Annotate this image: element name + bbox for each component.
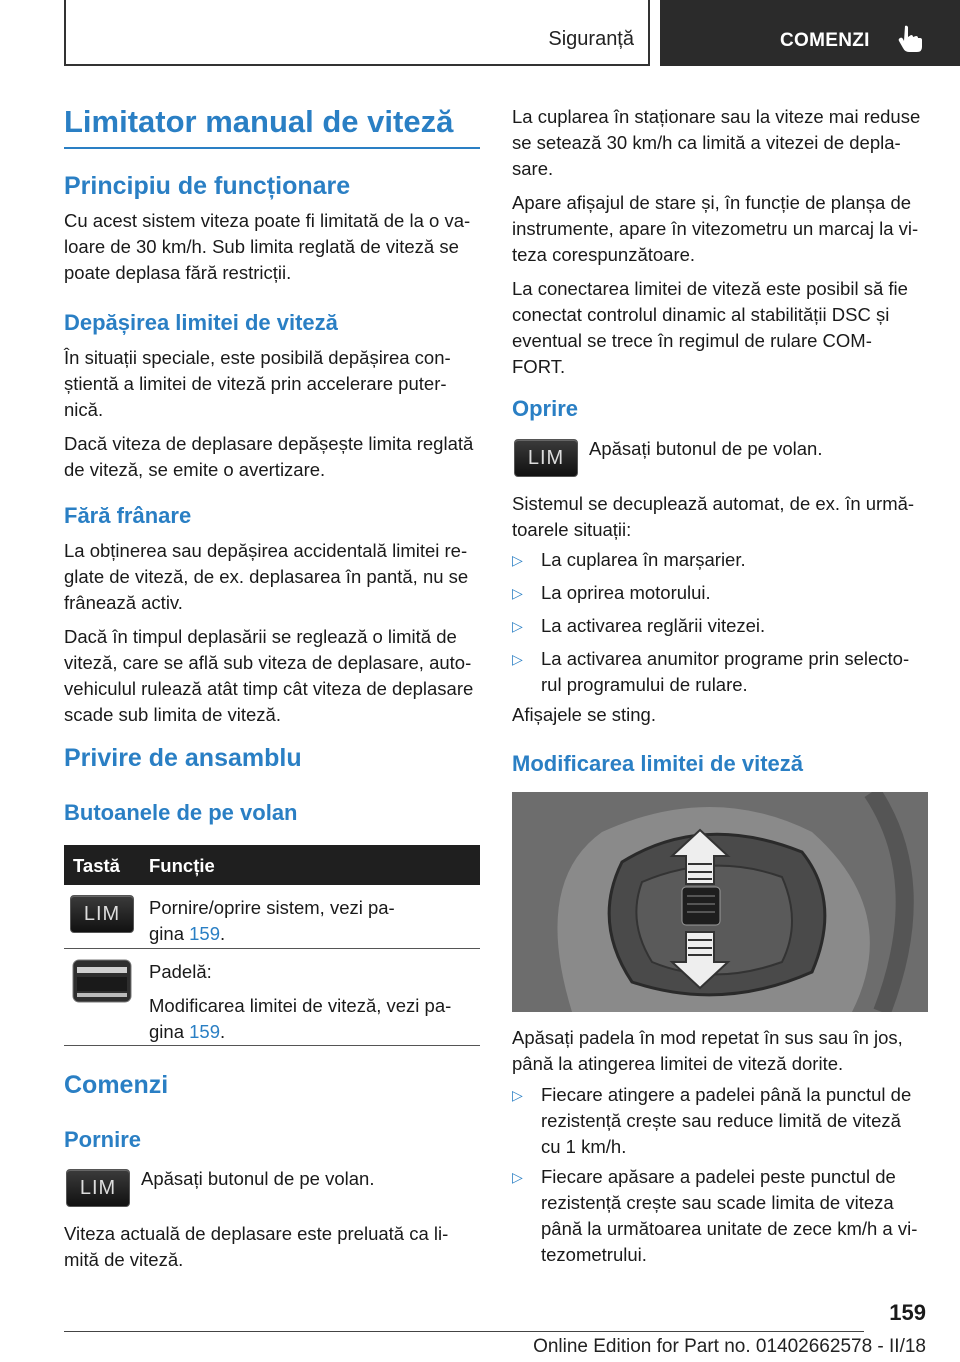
page-link[interactable]: 159 <box>189 1021 220 1042</box>
table-row <box>64 949 480 1046</box>
modify-text <box>512 1025 932 1077</box>
col-func-header: Funcție <box>149 855 215 876</box>
text-line: Apăsați padela în mod repetat în sus sau în jos, <box>512 1027 903 1048</box>
text-line: Apare afișajul de stare și, în funcție de planșa de <box>512 192 912 213</box>
right-intro <box>512 104 932 380</box>
principle-heading: Principiu de funcționare <box>64 172 351 200</box>
text-line: Fiecare atingere a padelei până la punctul de <box>541 1084 912 1105</box>
text-line: conectat controlul dinamic al stabilității DSC și <box>512 304 890 325</box>
list-item <box>512 1164 932 1268</box>
modify-heading: Modificarea limitei de viteză <box>512 751 803 776</box>
triangle-bullet-icon: ▷ <box>512 618 523 634</box>
text-line: cu 1 km/h. <box>541 1136 627 1157</box>
text-line: vehiculul rulează atât timp cât viteza de deplasare <box>64 678 474 699</box>
list-item <box>512 547 932 573</box>
page-number: 159 <box>889 1300 926 1325</box>
text-line: Dacă viteza de deplasare depășește limita reglată <box>64 433 474 454</box>
text-line: Modificarea limitei de viteză, vezi pa- <box>149 995 452 1016</box>
triangle-bullet-icon: ▷ <box>512 1169 523 1185</box>
text-line: rul programului de rulare. <box>541 674 748 695</box>
text-line: loare de 30 km/h. Sub limita reglată de viteză se <box>64 236 459 257</box>
text-line: Sistemul se decuplează automat, de ex. în urmă- <box>512 493 915 514</box>
lim-button-image: LIM <box>70 895 134 933</box>
list-item <box>512 1082 932 1160</box>
overview-heading: Privire de ansamblu <box>64 744 302 772</box>
pointing-hand-icon <box>896 24 922 52</box>
text-line: până la atingerea limitei de viteză dorite. <box>512 1053 844 1074</box>
commands-heading: Comenzi <box>64 1071 169 1099</box>
footer-rule <box>64 1331 864 1332</box>
text-line <box>149 921 479 947</box>
stop-text <box>512 491 932 543</box>
table-row <box>64 885 480 949</box>
exceed-text <box>64 345 484 483</box>
list-item <box>512 646 932 698</box>
lim-button-image: LIM <box>514 439 578 477</box>
text-line: nică. <box>64 399 104 420</box>
text-line: Viteza actuală de deplasare este preluată ca li- <box>64 1223 449 1244</box>
list-item <box>512 613 932 639</box>
tab-siguranta[interactable] <box>64 0 650 66</box>
page-header <box>64 0 960 66</box>
text-line: La cuplarea în staționare sau la viteze mai reduse <box>512 106 921 127</box>
paddle-icon <box>72 959 132 1003</box>
text-span: gina <box>149 923 190 944</box>
text-line: poate deplasa fără restricții. <box>64 262 292 283</box>
text-line: scade sub limita de viteză. <box>64 704 281 725</box>
nobrake-text <box>64 538 484 728</box>
text-line: sare. <box>512 158 554 179</box>
text-line: instrumente, apare în vitezometru un marcaj la vi- <box>512 218 919 239</box>
edition-text: Online Edition for Part no. 01402662578 - II/18 <box>533 1336 926 1357</box>
nobrake-heading: Fără frânare <box>64 503 192 528</box>
text-span: gina <box>149 1021 190 1042</box>
text-line: teza corespunzătoare. <box>512 244 696 265</box>
steering-wheel-illustration <box>512 792 928 1012</box>
text-line: frânează activ. <box>64 592 183 613</box>
title-rule <box>64 147 480 149</box>
stop-instruction: Apăsați butonul de pe volan. <box>589 438 823 459</box>
text-line: Cu acest sistem viteza poate fi limitată de la o va- <box>64 210 471 231</box>
tab-comenzi[interactable] <box>660 0 960 66</box>
text-line: mită de viteză. <box>64 1249 184 1270</box>
text-line: La conectarea limitei de viteză este posibil să fie <box>512 278 908 299</box>
text-line: viteză, care se află sub viteza de deplasare, auto- <box>64 652 472 673</box>
text-line: La oprirea motorului. <box>541 582 711 603</box>
text-line: În situații speciale, este posibilă depășirea con- <box>64 347 451 368</box>
tab-siguranta-label: Siguranță <box>548 28 634 50</box>
text-line: până la următoarea unitate de zece km/h a vi- <box>541 1218 918 1239</box>
triangle-bullet-icon: ▷ <box>512 1087 523 1103</box>
exceed-heading: Depășirea limitei de viteză <box>64 310 338 335</box>
text-line: Fiecare apăsare a padelei peste punctul de <box>541 1166 896 1187</box>
buttons-table <box>64 845 480 1046</box>
lim-button-image: LIM <box>66 1169 130 1207</box>
stop-after: Afișajele se sting. <box>512 704 656 725</box>
text-line: tezometrului. <box>541 1244 647 1265</box>
stop-heading: Oprire <box>512 396 579 421</box>
text-line: se setează 30 km/h ca limită a vitezei de depla- <box>512 132 901 153</box>
text-line: de viteză, se emite o avertizare. <box>64 459 326 480</box>
triangle-bullet-icon: ▷ <box>512 651 523 667</box>
text-line: Padelă: <box>149 961 212 982</box>
start-text <box>64 1221 484 1273</box>
text-span: . <box>220 1021 226 1042</box>
text-line: FORT. <box>512 356 566 377</box>
text-line: La activarea anumitor programe prin selecto- <box>541 648 910 669</box>
triangle-bullet-icon: ▷ <box>512 552 523 568</box>
text-line: știentă a limitei de viteză prin accelerare puter- <box>64 373 447 394</box>
text-line: rezistență crește sau reduce limită de viteză <box>541 1110 901 1131</box>
text-span: . <box>220 923 226 944</box>
col-key-header: Tastă <box>73 855 120 876</box>
text-line <box>149 1019 479 1045</box>
principle-text <box>64 208 484 286</box>
text-line: rezistență crește sau scade limita de viteza <box>541 1192 894 1213</box>
text-line: eventual se trece în regimul de rulare COM- <box>512 330 872 351</box>
table-header <box>64 845 480 885</box>
text-line: Pornire/oprire sistem, vezi pa- <box>149 897 395 918</box>
buttons-heading: Butoanele de pe volan <box>64 800 298 825</box>
triangle-bullet-icon: ▷ <box>512 585 523 601</box>
start-heading: Pornire <box>64 1127 142 1152</box>
page-link[interactable]: 159 <box>189 923 220 944</box>
text-line: glate de viteză, de ex. deplasarea în pantă, nu se <box>64 566 469 587</box>
text-line: La activarea reglării vitezei. <box>541 615 766 636</box>
page-title: Limitator manual de viteză <box>64 104 454 139</box>
text-line: La cuplarea în marșarier. <box>541 549 746 570</box>
left-column <box>64 104 480 140</box>
tab-comenzi-label: COMENZI <box>780 30 870 51</box>
start-instruction: Apăsați butonul de pe volan. <box>141 1168 375 1189</box>
text-line: La obținerea sau depășirea accidentală limitei re- <box>64 540 468 561</box>
text-line: toarele situații: <box>512 519 632 540</box>
text-line: Dacă în timpul deplasării se reglează o limită de <box>64 626 457 647</box>
list-item <box>512 580 932 606</box>
